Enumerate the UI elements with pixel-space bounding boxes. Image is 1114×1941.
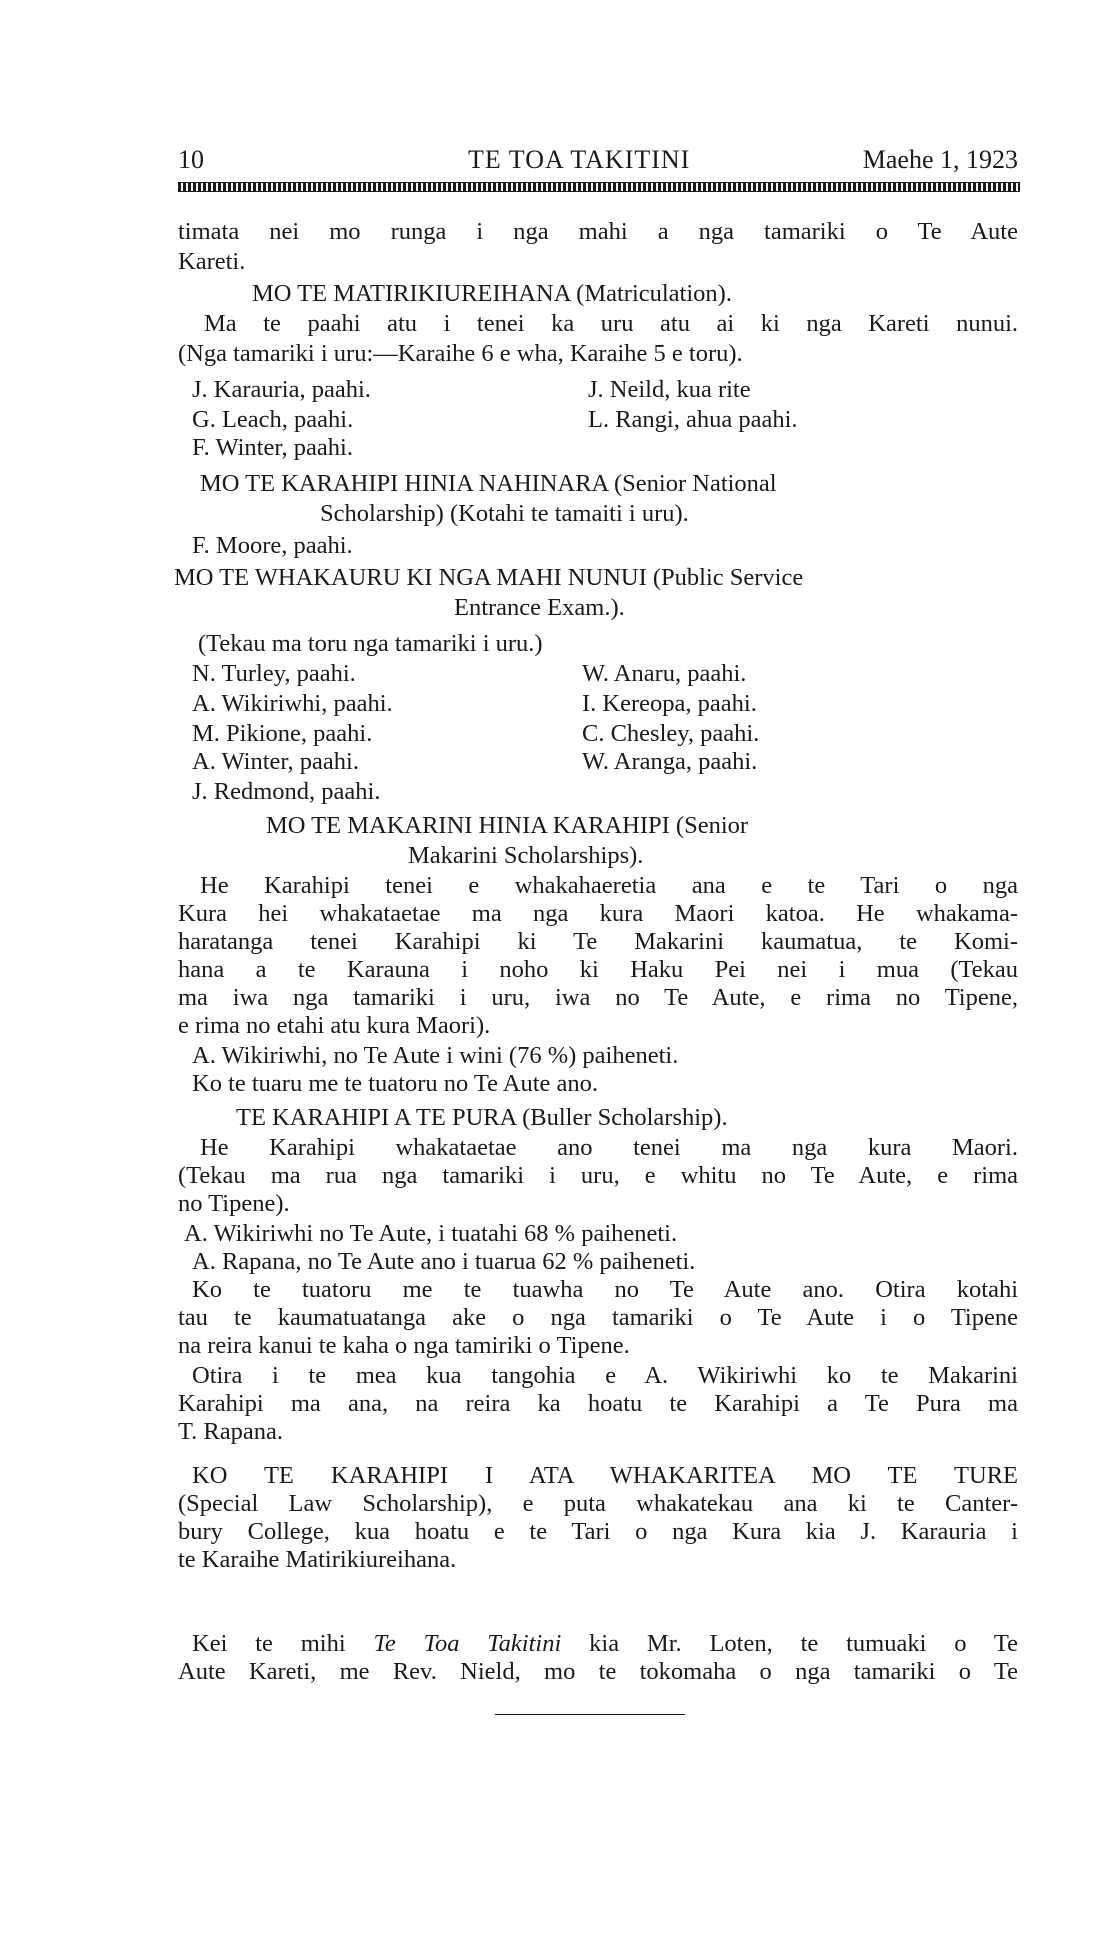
text-line: haratanga tenei Karahipi ki Te Makarini kaumatua, te Komi-	[178, 928, 1018, 955]
result-entry: M. Pikione, paahi.	[192, 720, 373, 747]
text-line	[192, 1630, 1018, 1658]
result-entry: G. Leach, paahi.	[192, 406, 354, 433]
text-line: Kura hei whakataetae ma nga kura Maori katoa. He whakama-	[178, 900, 1018, 927]
result-entry: J. Neild, kua rite	[588, 376, 751, 403]
text-line: timata nei mo runga i nga mahi a nga tamariki o Te Aute	[178, 218, 1018, 245]
section-heading: Scholarship) (Kotahi te tamaiti i uru).	[320, 500, 689, 527]
result-entry: W. Aranga, paahi.	[582, 748, 758, 775]
text-line: A. Wikiriwhi no Te Aute, i tuatahi 68 % paiheneti.	[184, 1220, 678, 1247]
result-entry: L. Rangi, ahua paahi.	[588, 406, 798, 433]
result-entry: J. Redmond, paahi.	[192, 778, 381, 805]
text-line: ma iwa nga tamariki i uru, iwa no Te Aute, e rima no Tipene,	[178, 984, 1018, 1011]
result-entry: J. Karauria, paahi.	[192, 376, 371, 403]
result-entry: W. Anaru, paahi.	[582, 660, 747, 687]
text-line: (Tekau ma rua nga tamariki i uru, e whitu no Te Aute, e rima	[178, 1162, 1018, 1189]
text-line: A. Wikiriwhi, no Te Aute i wini (76 %) paiheneti.	[192, 1042, 679, 1069]
text-fragment: kia Mr. Loten, te tumuaki o Te	[561, 1630, 1018, 1657]
text-line: A. Rapana, no Te Aute ano i tuarua 62 % paiheneti.	[192, 1248, 696, 1275]
text-line: He Karahipi whakataetae ano tenei ma nga kura Maori.	[200, 1134, 1018, 1161]
section-separator-rule	[495, 1714, 685, 1715]
section-heading: MO TE KARAHIPI HINIA NAHINARA (Senior National	[200, 470, 777, 497]
text-line: Ma te paahi atu i tenei ka uru atu ai ki nga Kareti nunui.	[204, 310, 1018, 337]
section-heading: MO TE MAKARINI HINIA KARAHIPI (Senior	[266, 812, 749, 839]
section-heading: Makarini Scholarships).	[408, 842, 644, 869]
section-heading: KO TE KARAHIPI I ATA WHAKARITEA MO TE TURE	[192, 1462, 1018, 1489]
result-entry: A. Winter, paahi.	[192, 748, 359, 775]
result-entry: F. Moore, paahi.	[192, 532, 353, 559]
text-line: tau te kaumatuatanga ake o nga tamariki o Te Aute i o Tipene	[178, 1304, 1018, 1331]
page-header	[178, 146, 1018, 174]
section-heading: Entrance Exam.).	[454, 594, 625, 621]
text-line: Ko te tuaru me te tuatoru no Te Aute ano.	[192, 1070, 599, 1097]
section-heading: MO TE WHAKAURU KI NGA MAHI NUNUI (Public Service	[174, 564, 804, 591]
issue-date: Maehe 1, 1923	[862, 145, 1018, 174]
text-line: T. Rapana.	[178, 1418, 283, 1445]
text-line: bury College, kua hoatu e te Tari o nga Kura kia J. Karauria i	[178, 1518, 1018, 1545]
result-entry: F. Winter, paahi.	[192, 434, 353, 461]
text-fragment: Kei te mihi	[192, 1630, 374, 1657]
text-line: e rima no etahi atu kura Maori).	[178, 1012, 491, 1039]
text-line: no Tipene).	[178, 1190, 290, 1217]
text-line: Karahipi ma ana, na reira ka hoatu te Karahipi a Te Pura ma	[178, 1390, 1018, 1417]
text-line: (Tekau ma toru nga tamariki i uru.)	[198, 630, 543, 657]
text-line: Otira i te mea kua tangohia e A. Wikiriwhi ko te Makarini	[192, 1362, 1018, 1389]
text-line: na reira kanui te kaha o nga tamiriki o Tipene.	[178, 1332, 630, 1359]
page-number: 10	[178, 145, 204, 174]
text-line: Ko te tuatoru me te tuawha no Te Aute ano. Otira kotahi	[192, 1276, 1018, 1303]
result-entry: N. Turley, paahi.	[192, 660, 356, 687]
text-line: hana a te Karauna i noho ki Haku Pei nei i mua (Tekau	[178, 956, 1018, 983]
result-entry: A. Wikiriwhi, paahi.	[192, 690, 393, 717]
section-heading: TE KARAHIPI A TE PURA (Buller Scholarship).	[236, 1104, 728, 1131]
result-entry: I. Kereopa, paahi.	[582, 690, 757, 717]
text-line: He Karahipi tenei e whakahaeretia ana e te Tari o nga	[200, 872, 1018, 899]
text-line: Aute Kareti, me Rev. Nield, mo te tokomaha o nga tamariki o Te	[178, 1658, 1018, 1685]
text-line: Kareti.	[178, 248, 246, 275]
text-line: (Nga tamariki i uru:—Karaihe 6 e wha, Karaihe 5 e toru).	[178, 340, 743, 367]
italic-publication-name: Te Toa Takitini	[373, 1630, 562, 1657]
result-entry: C. Chesley, paahi.	[582, 720, 760, 747]
text-line: te Karaihe Matirikiureihana.	[178, 1546, 457, 1573]
header-decorative-rule	[178, 182, 1020, 192]
text-line: (Special Law Scholarship), e puta whakatekau ana ki te Canter-	[178, 1490, 1018, 1517]
section-heading: MO TE MATIRIKIUREIHANA (Matriculation).	[252, 280, 732, 307]
publication-title: TE TOA TAKITINI	[468, 145, 691, 174]
